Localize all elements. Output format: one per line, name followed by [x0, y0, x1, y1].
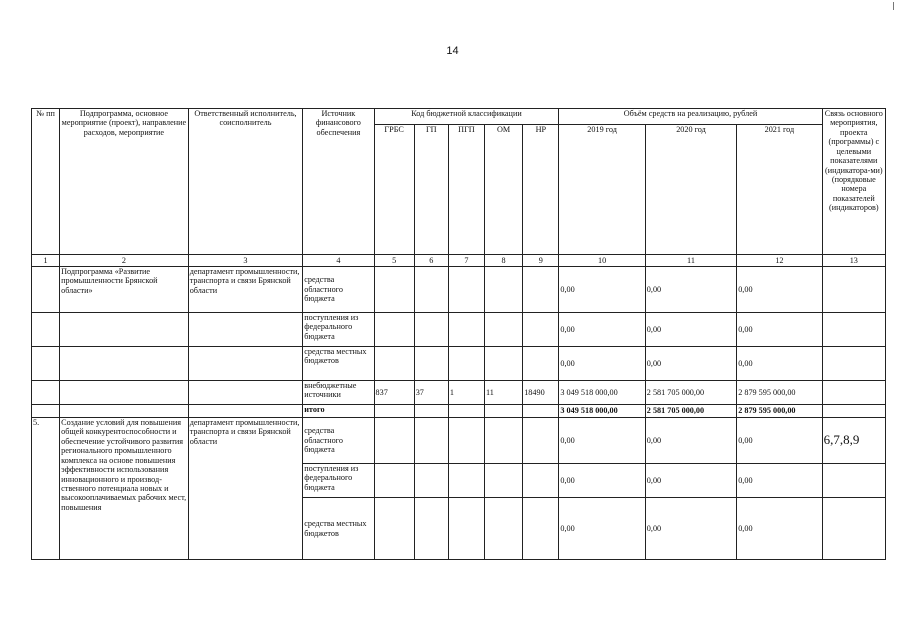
pgp-cell [448, 267, 484, 313]
header-gp: ГП [414, 125, 448, 255]
amount-2020: 0,00 [645, 347, 736, 381]
column-number: 5 [374, 255, 414, 267]
amount-2020: 0,00 [645, 464, 736, 498]
amount-2021: 0,00 [737, 498, 822, 560]
row-number-cell [32, 313, 60, 347]
source-cell: средства местных бюджетов [303, 347, 374, 381]
header-budget-code: Код бюджетной классификации [374, 109, 559, 125]
np-cell [523, 418, 559, 464]
header-np: НР [523, 125, 559, 255]
gp-cell: 37 [414, 381, 448, 405]
item-responsible: департамент промышленности, транспорта и связи Брянской области [188, 418, 303, 560]
pgp-cell: 1 [448, 381, 484, 405]
link-cell [822, 313, 885, 347]
amount-2021: 0,00 [737, 267, 822, 313]
column-number: 2 [60, 255, 189, 267]
total-2021: 2 879 595 000,00 [737, 405, 822, 418]
om-cell [485, 405, 523, 418]
table-row [32, 418, 886, 464]
source-cell: поступления из федерального бюджета [303, 313, 374, 347]
gp-cell [414, 418, 448, 464]
header-2021: 2021 год [737, 125, 822, 255]
grbs-cell [374, 313, 414, 347]
amount-2019: 0,00 [559, 418, 645, 464]
column-number: 9 [523, 255, 559, 267]
column-number: 4 [303, 255, 374, 267]
om-cell [485, 498, 523, 560]
np-cell: 18490 [523, 381, 559, 405]
column-number: 12 [737, 255, 822, 267]
row-number-cell [32, 405, 60, 418]
column-number: 7 [448, 255, 484, 267]
budget-table [31, 108, 886, 560]
column-number: 10 [559, 255, 645, 267]
source-cell: средства местных бюджетов [303, 498, 374, 560]
item-name: Создание условий для повышения общей конкурентоспособности и обеспечение устойчивого развития регионального промышленного комплекса на основе повышения эффективности использования инновационного и производ-ственного потенциала новых и высокооплачиваемых рабочих мест, повышения [60, 418, 189, 560]
column-numbers-row [32, 255, 886, 267]
amount-2020: 0,00 [645, 418, 736, 464]
header-row-1 [32, 109, 886, 125]
header-2020: 2020 год [645, 125, 736, 255]
row-number-cell [32, 381, 60, 405]
np-cell [523, 347, 559, 381]
om-cell [485, 267, 523, 313]
indicator-link: 6,7,8,9 [822, 418, 885, 464]
amount-2019: 3 049 518 000,00 [559, 381, 645, 405]
om-cell [485, 313, 523, 347]
header-num: № пп [32, 109, 60, 255]
table-row [32, 405, 886, 418]
gp-cell [414, 267, 448, 313]
link-cell [822, 347, 885, 381]
source-cell: средства областного бюджета [303, 418, 374, 464]
link-cell [822, 464, 885, 498]
program-cell [60, 381, 189, 405]
amount-2020: 0,00 [645, 313, 736, 347]
amount-2019: 0,00 [559, 498, 645, 560]
grbs-cell [374, 464, 414, 498]
amount-2020: 0,00 [645, 267, 736, 313]
gp-cell [414, 347, 448, 381]
amount-2021: 0,00 [737, 418, 822, 464]
gp-cell [414, 405, 448, 418]
grbs-cell [374, 418, 414, 464]
gp-cell [414, 464, 448, 498]
item-number: 5. [32, 418, 60, 560]
amount-2019: 0,00 [559, 464, 645, 498]
amount-2020: 2 581 705 000,00 [645, 381, 736, 405]
responsible-cell [188, 381, 303, 405]
np-cell [523, 498, 559, 560]
header-program: Подпрограмма, основное мероприятие (проект), направление расходов, мероприятие [60, 109, 189, 255]
responsible-cell [188, 347, 303, 381]
grbs-cell [374, 267, 414, 313]
grbs-cell: 837 [374, 381, 414, 405]
pgp-cell [448, 405, 484, 418]
program-cell [60, 313, 189, 347]
page-number: 14 [446, 45, 459, 57]
np-cell [523, 405, 559, 418]
gp-cell [414, 313, 448, 347]
om-cell: 11 [485, 381, 523, 405]
row-number-cell [32, 267, 60, 313]
program-cell [60, 405, 189, 418]
om-cell [485, 347, 523, 381]
pgp-cell [448, 347, 484, 381]
amount-2019: 0,00 [559, 313, 645, 347]
total-2019: 3 049 518 000,00 [559, 405, 645, 418]
table-row [32, 267, 886, 313]
link-cell [822, 405, 885, 418]
table-row [32, 381, 886, 405]
responsible-cell [188, 313, 303, 347]
source-cell: средства областного бюджета [303, 267, 374, 313]
column-number: 1 [32, 255, 60, 267]
program-cell [60, 347, 189, 381]
source-cell: внебюджетные источники [303, 381, 374, 405]
scan-edge-mark [893, 2, 894, 10]
om-cell [485, 418, 523, 464]
grbs-cell [374, 347, 414, 381]
np-cell [523, 267, 559, 313]
amount-2020: 0,00 [645, 498, 736, 560]
pgp-cell [448, 498, 484, 560]
total-label: итого [303, 405, 374, 418]
source-cell: поступления из федерального бюджета [303, 464, 374, 498]
pgp-cell [448, 464, 484, 498]
header-om: ОМ [485, 125, 523, 255]
total-2020: 2 581 705 000,00 [645, 405, 736, 418]
column-number: 6 [414, 255, 448, 267]
header-2019: 2019 год [559, 125, 645, 255]
link-cell [822, 267, 885, 313]
pgp-cell [448, 313, 484, 347]
grbs-cell [374, 405, 414, 418]
pgp-cell [448, 418, 484, 464]
table-row [32, 313, 886, 347]
column-number: 11 [645, 255, 736, 267]
subprogram-name: Подпрограмма «Развитие промышленности Брянской области» [60, 267, 189, 313]
link-cell [822, 381, 885, 405]
amount-2021: 2 879 595 000,00 [737, 381, 822, 405]
subprogram-responsible: департамент промышленности, транспорта и связи Брянской области [188, 267, 303, 313]
header-pgp: ПГП [448, 125, 484, 255]
table-row [32, 347, 886, 381]
column-number: 3 [188, 255, 303, 267]
np-cell [523, 313, 559, 347]
grbs-cell [374, 498, 414, 560]
amount-2021: 0,00 [737, 347, 822, 381]
responsible-cell [188, 405, 303, 418]
header-volume: Объём средств на реализацию, рублей [559, 109, 822, 125]
column-number: 8 [485, 255, 523, 267]
header-responsible: Ответственный исполнитель, соисполнитель [188, 109, 303, 255]
column-number: 13 [822, 255, 885, 267]
header-grbs: ГРБС [374, 125, 414, 255]
row-number-cell [32, 347, 60, 381]
om-cell [485, 464, 523, 498]
amount-2021: 0,00 [737, 464, 822, 498]
gp-cell [414, 498, 448, 560]
link-cell [822, 498, 885, 560]
amount-2019: 0,00 [559, 267, 645, 313]
amount-2019: 0,00 [559, 347, 645, 381]
header-link: Связь основного мероприятия, проекта (программы) с целевыми показателями (индикатора-ми) (порядковые номера показателей (индикаторов) [822, 109, 885, 255]
amount-2021: 0,00 [737, 313, 822, 347]
np-cell [523, 464, 559, 498]
header-source: Источник финансового обеспечения [303, 109, 374, 255]
